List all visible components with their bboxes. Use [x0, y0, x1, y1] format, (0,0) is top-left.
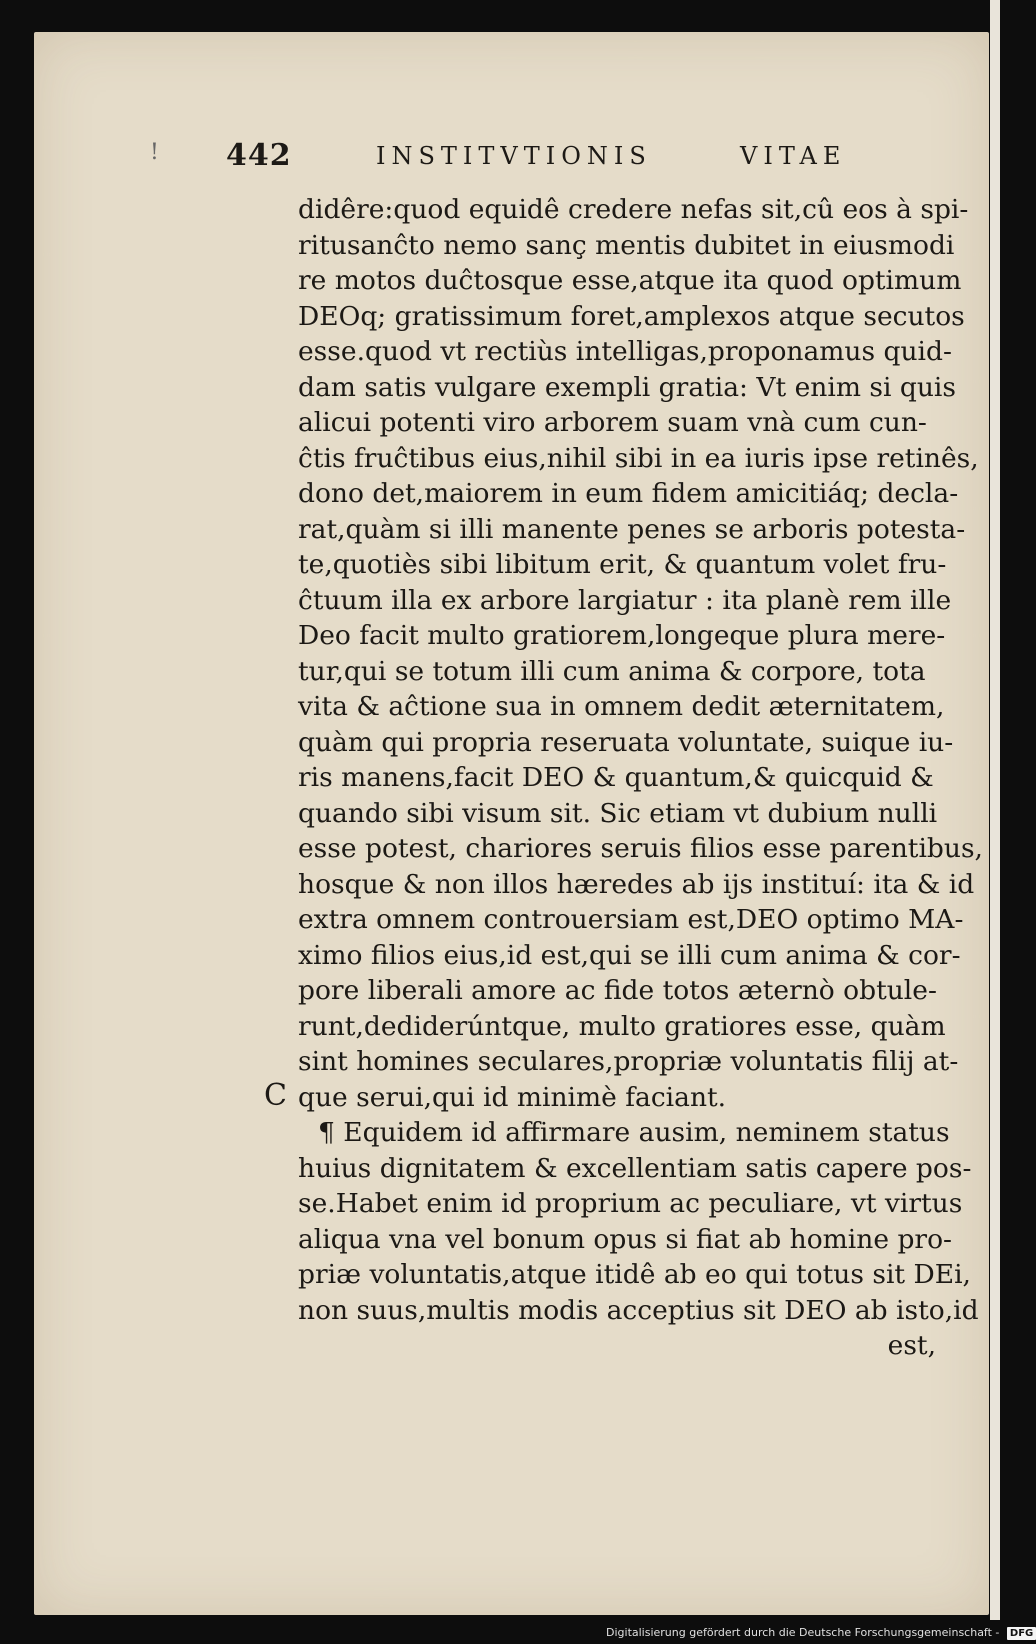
text-line: ĉtuum illa ex arbore largiatur : ita planè rem ille: [298, 584, 952, 616]
text-line: dam satis vulgare exempli gratia: Vt enim si quis: [298, 371, 956, 403]
text-line: quando sibi visum sit. Sic etiam vt dubium nulli: [298, 797, 938, 829]
catchword: est,: [887, 1330, 936, 1361]
page-number: 442: [226, 138, 292, 173]
margin-section-letter: C: [264, 1078, 287, 1113]
text-line: te,quotiès sibi libitum erit, & quantum volet fru-: [298, 549, 947, 580]
text-line: rat,quàm si illi manente penes se arboris potesta-: [298, 513, 966, 545]
text-line: sint homines seculares,propriæ voluntatis filij at-: [298, 1046, 959, 1077]
text-line: tur,qui se totum illi cum anima & corpore, tota: [298, 655, 926, 687]
text-line: quàm qui propria reseruata voluntate, suique iu-: [298, 726, 954, 758]
running-head: [226, 138, 866, 178]
text-line: ritusanĉto nemo sanç mentis dubitet in eiusmodi: [298, 229, 955, 261]
text-line: ximo filios eius,id est,qui se illi cum anima & cor-: [298, 939, 961, 971]
dfg-logo: DFG: [1007, 1627, 1036, 1640]
text-line: esse.quod vt rectiùs intelligas,proponamus quid-: [298, 336, 952, 367]
text-line: DEOq; gratissimum foret,amplexos atque secutos: [298, 300, 965, 332]
text-line: esse potest, chariores seruis filios esse parentibus,: [298, 833, 983, 864]
text-line: huius dignitatem & excellentiam satis capere pos-: [298, 1152, 972, 1184]
text-line: pore liberali amore ac fide totos æternò obtule-: [298, 975, 937, 1006]
text-line: que serui,qui id minimè faciant.: [298, 1081, 727, 1113]
text-line: ĉtis fruĉtibus eius,nihil sibi in ea iuris ipse retinês,: [298, 442, 979, 474]
text-line: dono det,maiorem in eum fidem amicitiáq; decla-: [298, 478, 959, 509]
text-line: ris manens,facit DEO & quantum,& quicquid &: [298, 762, 934, 793]
body-text: [298, 192, 983, 1364]
text-line: runt,dediderúntque, multo gratiores esse, quàm: [298, 1010, 946, 1042]
text-line: aliqua vna vel bonum opus si fiat ab homine pro-: [298, 1223, 952, 1255]
text-line: vita & aĉtione sua in omnem dedit æternitatem,: [298, 691, 945, 722]
next-page-edge: [990, 0, 1000, 1620]
text-line: se.Habet enim id proprium ac peculiare, vt virtus: [298, 1188, 963, 1219]
margin-mark: !: [150, 140, 159, 165]
running-title-left: INSTITVTIONIS: [376, 142, 652, 170]
text-line: priæ voluntatis,atque itidê ab eo qui totus sit DEi,: [298, 1259, 971, 1290]
text-line: Deo facit multo gratiorem,longeque plura mere-: [298, 620, 946, 651]
text-line: ¶ Equidem id affirmare ausim, neminem status: [318, 1117, 950, 1148]
text-line: re motos duĉtosque esse,atque ita quod optimum: [298, 265, 962, 296]
digitization-credit: [606, 1626, 1036, 1640]
text-line: non suus,multis modis acceptius sit DEO ab isto,id: [298, 1294, 979, 1326]
credit-text: Digitalisierung gefördert durch die Deutsche Forschungsgemeinschaft -: [606, 1626, 1000, 1639]
text-line: extra omnem controuersiam est,DEO optimo MA-: [298, 904, 964, 935]
running-title-right: VITAE: [740, 142, 847, 170]
text-line: didêre:quod equidê credere nefas sit,cû eos à spi-: [298, 194, 969, 225]
text-line: alicui potenti viro arborem suam vnà cum cun-: [298, 407, 927, 438]
text-line: hosque & non illos hæredes ab ijs instituí: ita & id: [298, 868, 975, 900]
